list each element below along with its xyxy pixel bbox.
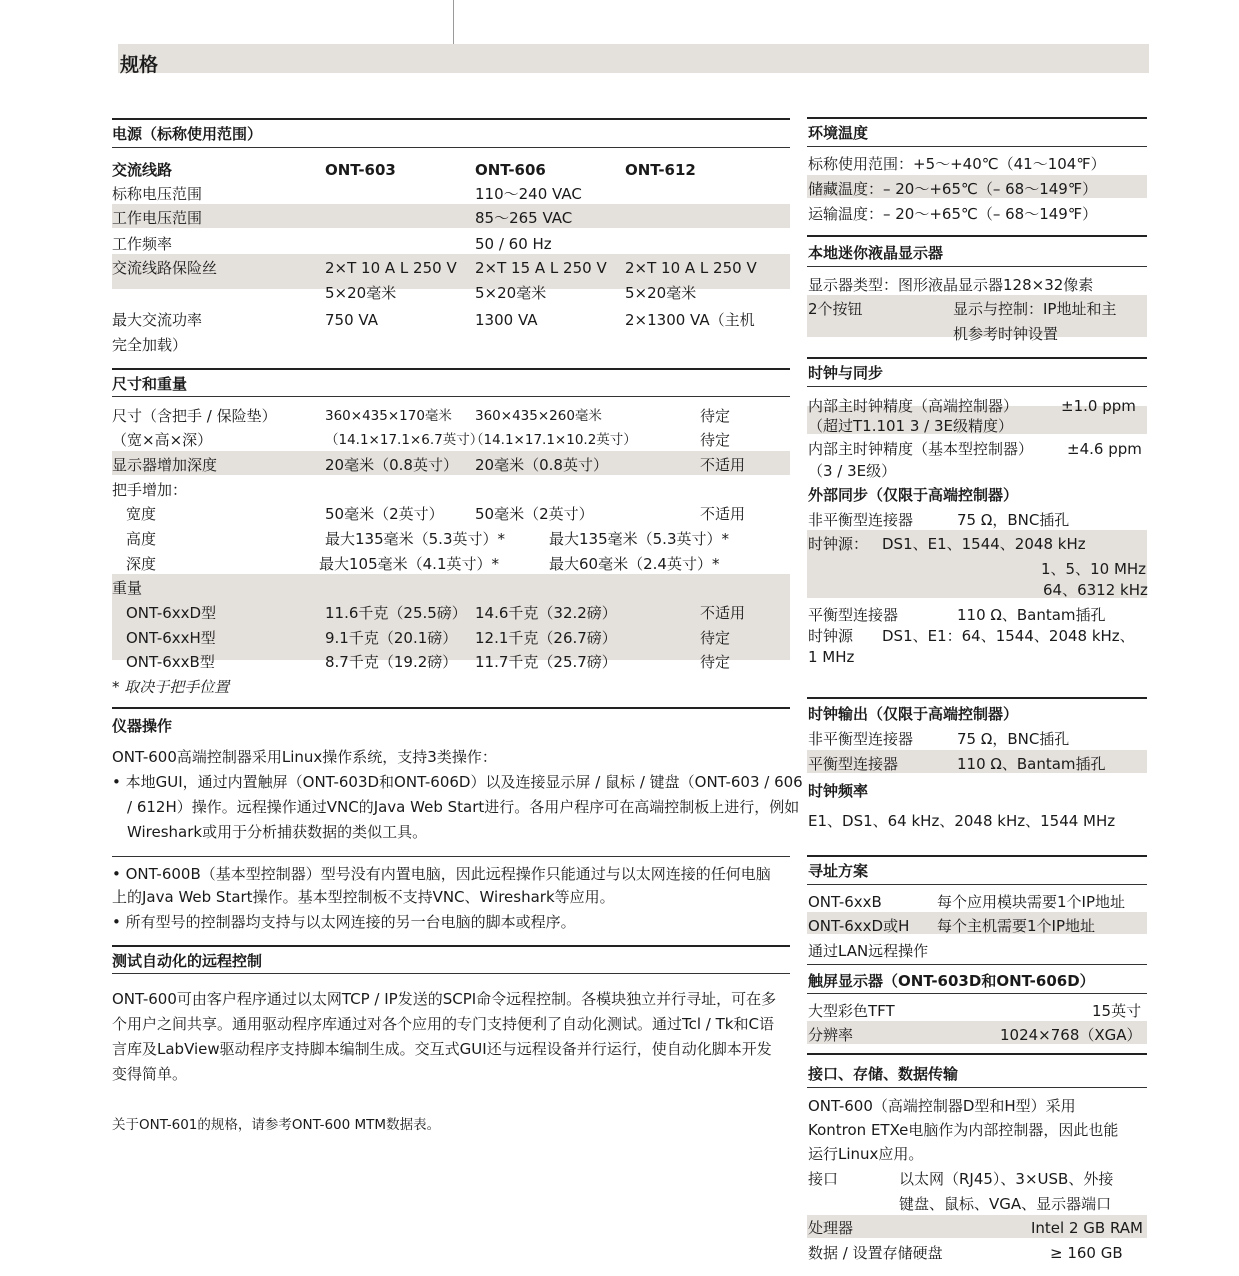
table-row-label: 显示器增加深度	[112, 456, 218, 474]
section-rule	[112, 396, 790, 397]
power-col-603: ONT-603	[325, 161, 396, 179]
section-rule	[112, 118, 790, 120]
table-cell: 360×435×170毫米	[325, 408, 452, 424]
section-rule	[112, 147, 790, 148]
table-row-label: 交流线路保险丝	[112, 259, 218, 277]
table-cell: 5×20毫米	[325, 284, 397, 302]
section-rule	[112, 945, 790, 947]
table-cell: 9.1千克（20.1磅）	[325, 629, 458, 647]
balanced-value: 110 Ω、Bantam插孔	[957, 755, 1106, 773]
table-cell: 1300 VA	[475, 311, 538, 329]
lcd-type: 显示器类型：图形液晶显示器128×32像素	[808, 276, 1094, 294]
table-row-label: （宽×高×深）	[112, 431, 213, 449]
page-title: 规格	[120, 54, 159, 76]
disk-value: ≥ 160 GB	[1050, 1244, 1123, 1262]
clock-accuracy-label: 内部主时钟精度（高端控制器）	[808, 397, 1019, 415]
section-rule	[807, 1053, 1147, 1055]
table-row-label: 尺寸（含把手 / 保险垫）	[112, 407, 277, 425]
section-rule	[807, 357, 1147, 359]
table-cell: 11.7千克（25.7磅）	[475, 653, 617, 671]
section-rule	[807, 964, 1147, 965]
section-rule	[807, 266, 1147, 267]
table-cell: 110～240 VAC	[475, 185, 582, 203]
table-cell: 50毫米（2英寸）	[325, 505, 444, 523]
power-col-612: ONT-612	[625, 161, 696, 179]
lcd-buttons-label: 2个按钮	[808, 300, 863, 318]
table-cell: 8.7千克（19.2磅）	[325, 653, 458, 671]
addressing-row: 通过LAN远程操作	[808, 942, 929, 960]
power-col-label: 交流线路	[112, 161, 173, 179]
table-row-label: 高度	[126, 530, 157, 548]
table-cell: 最大105毫米（4.1英寸）*	[319, 555, 499, 573]
table-cell: 待定	[700, 431, 731, 449]
clock-accuracy-note: （超过T1.101 3 / 3E级精度）	[808, 417, 1014, 435]
section-rule	[112, 707, 790, 709]
table-cell: 2×T 10 A L 250 V	[325, 259, 457, 277]
table-cell: 待定	[700, 629, 731, 647]
table-row-label: 工作频率	[112, 235, 173, 253]
clock-freq-value: E1、DS1、64 kHz、2048 kHz、1544 MHz	[808, 812, 1116, 830]
table-row-label: ONT-6xxD型	[126, 604, 217, 622]
section-rule	[807, 235, 1147, 237]
env-row: 标称使用范围：+5～+40℃（41～104℉）	[808, 155, 1106, 173]
addressing-heading: 寻址方案	[808, 862, 869, 880]
cpu-value: Intel 2 GB RAM	[1031, 1219, 1143, 1237]
page-title-banner	[118, 44, 1149, 76]
touch-value: 1024×768（XGA）	[1000, 1026, 1142, 1044]
clock-out-heading: 时钟输出（仅限于高端控制器）	[808, 705, 1019, 723]
table-cell: 20毫米（0.8英寸）	[325, 456, 458, 474]
balanced-label: 平衡型连接器	[808, 606, 899, 624]
table-row-label: 完全加载）	[112, 336, 188, 354]
env-row: 运输温度：– 20～+65℃（– 68～149℉）	[808, 205, 1098, 223]
table-cell: 12.1千克（26.7磅）	[475, 629, 617, 647]
ext-sync-heading: 外部同步（仅限于高端控制器）	[808, 486, 1019, 504]
section-rule	[112, 856, 790, 857]
section-rule	[807, 855, 1147, 857]
power-col-606: ONT-606	[475, 161, 546, 179]
operation-bullet: • 所有型号的控制器均支持与以太网连接的另一台电脑的脚本或程序。	[112, 913, 576, 931]
addressing-label: ONT-6xxB	[808, 893, 882, 911]
balanced-label: 平衡型连接器	[808, 755, 899, 773]
touch-heading: 触屏显示器（ONT-603D和ONT-606D）	[808, 972, 1095, 990]
section-rule	[112, 973, 790, 974]
io-text: ONT-600（高端控制器D型和H型）采用	[808, 1097, 1076, 1115]
interface-value: 键盘、鼠标、VGA、显示器端口	[899, 1195, 1112, 1213]
table-row-label: ONT-6xxH型	[126, 629, 216, 647]
operation-bullet: • ONT-600B（基本型控制器）型号没有内置电脑，因此远程操作只能通过与以太网连接的任何电脑上的Java Web Start操作。基本型控制板不支持VNC、Wireshark等应用。	[112, 865, 771, 906]
io-text: 运行Linux应用。	[808, 1145, 924, 1163]
operation-intro: ONT-600高端控制器采用Linux操作系统，支持3类操作：	[112, 748, 497, 766]
io-heading: 接口、存储、数据传输	[808, 1065, 959, 1083]
clock-freq-heading: 时钟频率	[808, 782, 869, 800]
clock-source-label: 时钟源	[808, 627, 854, 645]
table-cell: 不适用	[700, 456, 746, 474]
table-cell: 50毫米（2英寸）	[475, 505, 594, 523]
table-cell: （14.1×17.1×6.7英寸）	[325, 432, 484, 448]
interface-value: 以太网（RJ45）、3×USB、外接	[899, 1170, 1114, 1188]
env-heading: 环境温度	[808, 124, 869, 142]
automation-body: ONT-600可由客户程序通过以太网TCP / IP发送的SCPI命令远程控制。各模块独立并行寻址，可在多个用户之间共享。通用驱动程序库通过对各个应用的专门支持便利了自动化测试。通过Tcl / Tk和C语言库及LabView驱动程序支持脚本编制生成。交互式GUI还与远程设备并行运行，使自动化脚本开发变得简单。	[112, 990, 777, 1083]
table-cell: 2×1300 VA（主机	[625, 311, 755, 329]
io-text: Kontron ETXe电脑作为内部控制器，因此也能	[808, 1121, 1119, 1139]
touch-label: 分辨率	[808, 1026, 854, 1044]
disk-label: 数据 / 设置存储硬盘	[808, 1244, 943, 1262]
clock-source-value: 1、5、10 MHz	[1041, 560, 1147, 578]
touch-value: 15英寸	[1092, 1002, 1142, 1020]
addressing-label: ONT-6xxD或H	[808, 917, 910, 935]
section-rule	[112, 368, 790, 370]
table-cell: 不适用	[700, 505, 746, 523]
unbalanced-value: 75 Ω，BNC插孔	[957, 511, 1070, 529]
unbalanced-value: 75 Ω，BNC插孔	[957, 730, 1070, 748]
table-cell: 750 VA	[325, 311, 378, 329]
table-row-label: 深度	[126, 555, 157, 573]
section-rule	[807, 697, 1147, 699]
table-cell: 14.6千克（32.2磅）	[475, 604, 617, 622]
clock-source-label: 时钟源：	[808, 535, 869, 553]
table-row-label: 宽度	[126, 505, 157, 523]
table-cell: 50 / 60 Hz	[475, 235, 552, 253]
table-row-label: 重量	[112, 579, 143, 597]
operation-heading: 仪器操作	[112, 717, 173, 735]
table-cell: 360×435×260毫米	[475, 408, 602, 424]
balanced-value: 110 Ω、Bantam插孔	[957, 606, 1106, 624]
clock-source-value: DS1、E1：64、1544、2048 kHz、	[882, 627, 1135, 645]
automation-heading: 测试自动化的远程控制	[112, 952, 263, 970]
note-text: 关于ONT-601的规格，请参考ONT-600 MTM数据表。	[112, 1117, 441, 1133]
table-cell: 2×T 15 A L 250 V	[475, 259, 607, 277]
section-rule	[807, 993, 1147, 994]
clock-accuracy-value: ±4.6 ppm	[1067, 440, 1142, 458]
unbalanced-label: 非平衡型连接器	[808, 730, 914, 748]
clock-heading: 时钟与同步	[808, 364, 884, 382]
table-cell: 待定	[700, 407, 731, 425]
clock-accuracy-note: （3 / 3E级）	[808, 462, 897, 480]
section-rule	[807, 146, 1147, 147]
row-band	[112, 204, 790, 228]
table-row-label: 最大交流功率	[112, 311, 203, 329]
table-cell: 最大60毫米（2.4英寸）*	[549, 555, 720, 573]
lcd-buttons-value: 显示与控制：IP地址和主	[953, 300, 1117, 318]
unbalanced-label: 非平衡型连接器	[808, 511, 914, 529]
footnote: * 取决于把手位置	[112, 678, 230, 696]
table-row-label: 工作电压范围	[112, 209, 203, 227]
table-cell: 85～265 VAC	[475, 209, 573, 227]
clock-accuracy-label: 内部主时钟精度（基本型控制器）	[808, 440, 1034, 458]
section-rule	[807, 884, 1147, 885]
table-cell: 最大135毫米（5.3英寸）*	[549, 530, 729, 548]
addressing-value: 每个主机需要1个IP地址	[937, 917, 1096, 935]
table-cell: 11.6千克（25.5磅）	[325, 604, 467, 622]
table-cell: 5×20毫米	[625, 284, 697, 302]
operation-bullet: • 本地GUI，通过内置触屏（ONT-603D和ONT-606D）以及连接显示屏 / 鼠标 / 键盘（ONT-603 / 606 / 612H）操作。远程操作通过VNC的Java Web Start进行。各用户程序可在高端控制板上进行，例如Wireshark或用于分析捕获数据的类似工具。	[112, 773, 803, 841]
table-cell: （14.1×17.1×10.2英寸）	[470, 432, 637, 448]
addressing-value: 每个应用模块需要1个IP地址	[937, 893, 1126, 911]
table-row-label: ONT-6xxB型	[126, 653, 215, 671]
table-cell: 20毫米（0.8英寸）	[475, 456, 608, 474]
touch-label: 大型彩色TFT	[808, 1002, 895, 1020]
table-cell: 2×T 10 A L 250 V	[625, 259, 757, 277]
table-row-label: 把手增加：	[112, 481, 188, 499]
lcd-heading: 本地迷你液晶显示器	[808, 244, 944, 262]
clock-source-value: DS1、E1、1544、2048 kHz	[882, 535, 1086, 553]
lcd-buttons-value: 机参考时钟设置	[953, 325, 1059, 343]
clock-accuracy-value: ±1.0 ppm	[1061, 397, 1136, 415]
table-row-label: 标称电压范围	[112, 185, 203, 203]
env-row: 储藏温度：– 20～+65℃（– 68～149℉）	[808, 180, 1098, 198]
clock-source-value: 1 MHz	[808, 648, 855, 666]
section-rule	[807, 386, 1147, 387]
dims-heading: 尺寸和重量	[112, 375, 188, 393]
table-cell: 待定	[700, 653, 731, 671]
clock-source-value: 64、6312 kHz	[1043, 581, 1148, 599]
section-rule	[807, 117, 1147, 119]
table-cell: 最大135毫米（5.3英寸）*	[325, 530, 505, 548]
table-cell: 5×20毫米	[475, 284, 547, 302]
section-rule	[807, 1087, 1147, 1088]
power-heading: 电源（标称使用范围）	[112, 125, 263, 143]
cpu-label: 处理器	[808, 1219, 854, 1237]
table-cell: 不适用	[700, 604, 746, 622]
interface-label: 接口	[808, 1170, 839, 1188]
